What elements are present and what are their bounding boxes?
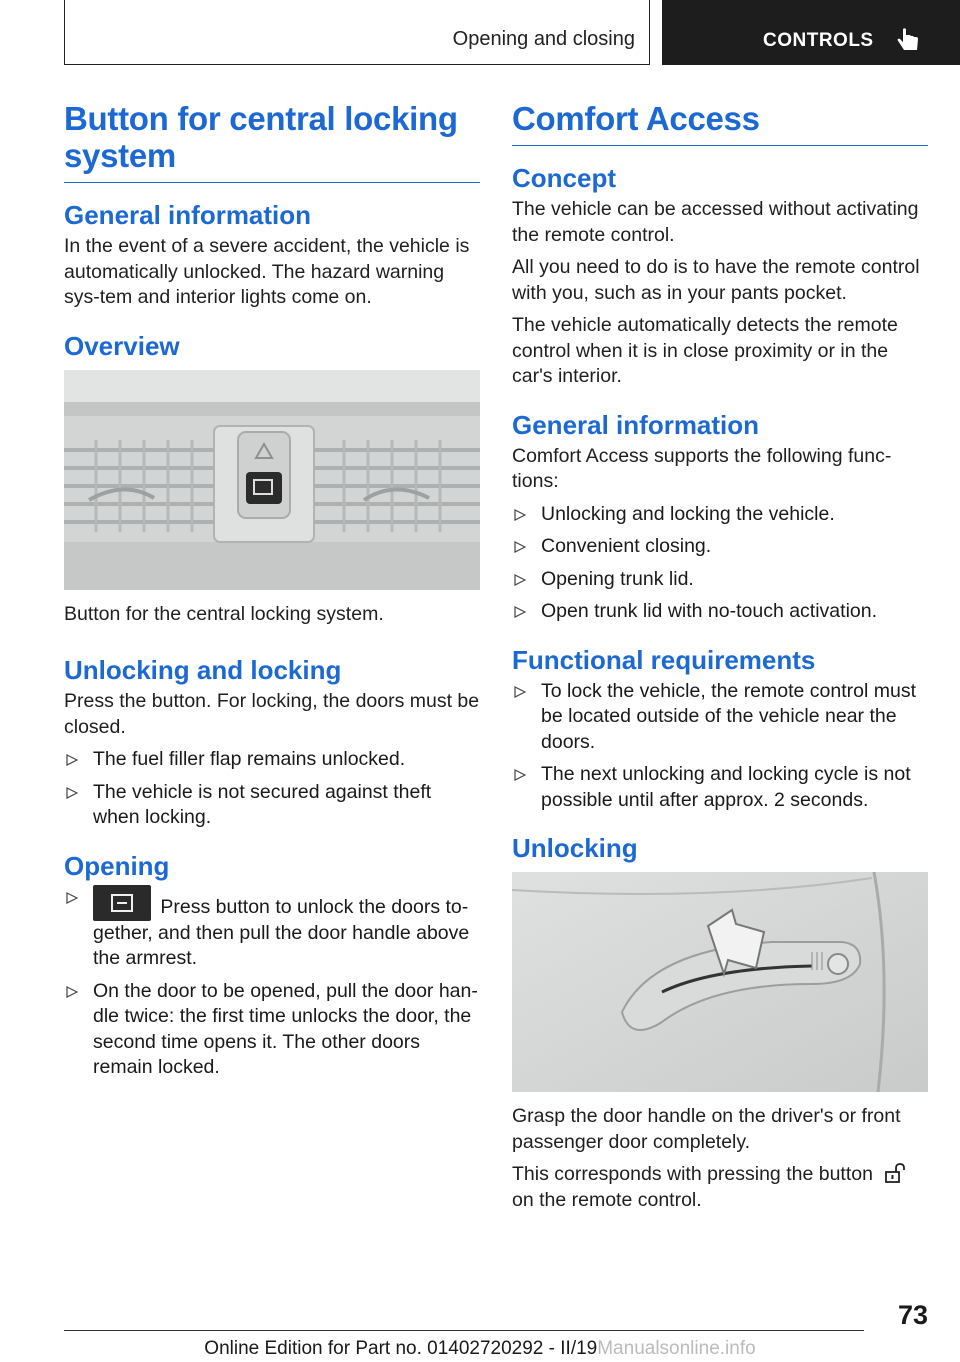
- list-item-text: Press button to unlock the doors to-gether, and then pull the door handle above the armrest.: [93, 895, 470, 969]
- list-item: [512, 762, 928, 813]
- unlocking-text-corresponds-part2: on the remote control.: [512, 1188, 702, 1211]
- triangle-bullet-icon: [514, 686, 526, 698]
- list-item-text: Open trunk lid with no-touch activation.: [541, 600, 878, 622]
- triangle-bullet-icon: [66, 787, 78, 799]
- page-title-central-locking: Button for central locking system: [64, 100, 480, 183]
- triangle-bullet-icon: [66, 754, 78, 766]
- triangle-bullet-icon: [66, 892, 78, 904]
- heading-concept: Concept: [512, 163, 616, 193]
- list-item-text: To lock the vehicle, the remote control must be located outside of the vehicle near the doors.: [541, 679, 917, 753]
- hand-pointer-icon: [893, 26, 923, 56]
- left-column: [64, 100, 480, 1088]
- central-locking-button-image: [64, 370, 480, 590]
- list-item: [512, 679, 928, 756]
- door-handle-illustration: [512, 872, 928, 1092]
- requirements-list: [512, 679, 928, 814]
- heading-overview: Overview: [64, 330, 180, 361]
- heading-general-information: General information: [64, 200, 312, 230]
- header-chapter-title: CONTROLS: [763, 30, 874, 51]
- unlocking-locking-list: [64, 747, 480, 831]
- page-number: 73: [897, 1300, 928, 1330]
- header-section-title: Opening and closing: [452, 28, 635, 50]
- triangle-bullet-icon: [514, 509, 526, 521]
- list-item-text: Opening trunk lid.: [541, 567, 694, 590]
- footer-watermark: Manualsonline.info: [597, 1338, 756, 1359]
- list-item: [64, 979, 480, 1081]
- list-item-text: The fuel filler flap remains unlocked.: [93, 748, 406, 770]
- triangle-bullet-icon: [514, 769, 526, 781]
- list-item: [64, 780, 480, 831]
- list-item: [512, 599, 928, 625]
- footer-rule: [64, 1330, 864, 1331]
- heading-unlocking-and-locking: Unlocking and locking: [64, 655, 342, 685]
- comfort-general-text: Comfort Access supports the following func-tions:: [512, 444, 892, 492]
- list-item-text: On the door to be opened, pull the door han-dle twice: the first time unlocks the door, the second time opens it. The other doors remain locked.: [93, 979, 478, 1078]
- central-locking-illustration: [64, 370, 480, 590]
- list-item: [64, 747, 480, 773]
- door-handle-image: [512, 872, 928, 1092]
- comfort-functions-list: [512, 502, 928, 625]
- unlocking-text-corresponds: [512, 1162, 928, 1213]
- list-item-text: The vehicle is not secured against theft when locking.: [93, 780, 432, 828]
- concept-paragraph: All you need to do is to have the remote control with you, such as in your pants pocket.: [512, 256, 920, 304]
- triangle-bullet-icon: [514, 606, 526, 618]
- unlock-icon: [884, 1162, 908, 1184]
- list-item: [512, 502, 928, 528]
- overview-caption: Button for the central locking system.: [64, 602, 384, 625]
- heading-unlocking: Unlocking: [512, 833, 638, 863]
- triangle-bullet-icon: [66, 986, 78, 998]
- heading-functional-requirements: Functional requirements: [512, 644, 816, 675]
- footer-edition: [0, 1338, 960, 1360]
- general-information-text: In the event of a severe accident, the vehicle is automatically unlocked. The hazard warning sys-tem and interior lights come on.: [64, 235, 470, 308]
- list-item-text: Convenient closing.: [541, 535, 712, 557]
- footer-edition-text: Online Edition for Part no. 01402720292 - II/19: [204, 1338, 598, 1359]
- list-item: [512, 567, 928, 593]
- triangle-bullet-icon: [514, 574, 526, 586]
- page-title-comfort-access: Comfort Access: [512, 100, 928, 146]
- unlocking-locking-text: Press the button. For locking, the doors must be closed.: [64, 690, 480, 738]
- heading-general-information-comfort: General information: [512, 409, 760, 440]
- concept-paragraph: The vehicle can be accessed without activating the remote control.: [512, 198, 919, 246]
- list-item: [64, 885, 480, 972]
- heading-opening: Opening: [64, 850, 170, 881]
- list-item: [512, 534, 928, 560]
- unlocking-text-corresponds-part1: This corresponds with pressing the button: [512, 1163, 873, 1185]
- right-column: [512, 100, 928, 1220]
- list-item-text: Unlocking and locking the vehicle.: [541, 502, 835, 525]
- concept-paragraph: The vehicle automatically detects the remote control when it is in close proximity or in the car's interior.: [512, 314, 898, 387]
- triangle-bullet-icon: [514, 541, 526, 553]
- unlocking-text-grasp: Grasp the door handle on the driver's or front passenger door completely.: [512, 1105, 901, 1153]
- opening-list: [64, 885, 480, 1081]
- list-item-text: The next unlocking and locking cycle is not possible until after approx. 2 seconds.: [541, 763, 911, 811]
- door-unlock-button-icon: [93, 885, 151, 921]
